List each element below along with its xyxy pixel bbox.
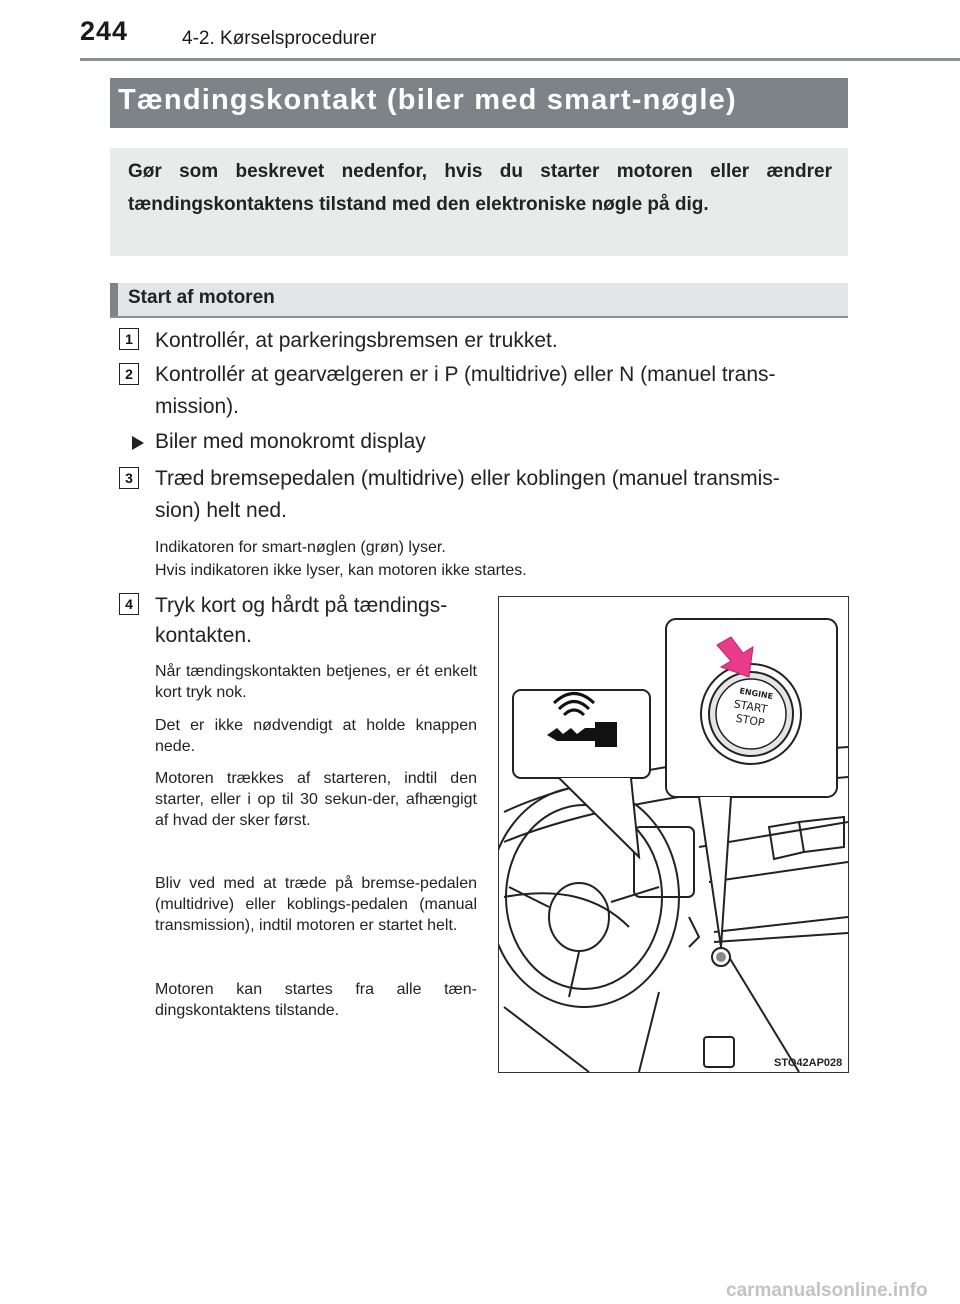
step-3-note-1: Indikatoren for smart-nøglen (grøn) lyser.: [155, 539, 446, 556]
header-divider: [80, 58, 960, 61]
subsection-accent: [110, 283, 118, 317]
watermark: carmanualsonline.info: [726, 1280, 928, 1301]
dashboard-drawing: [499, 597, 848, 1072]
step-3-badge: 3: [119, 467, 139, 489]
bullet-text: Biler med monokromt display: [155, 430, 426, 453]
page-title: Tændingskontakt (biler med smart-nøgle): [118, 84, 737, 116]
subsection-divider: [110, 316, 848, 318]
step-4-note-5: Motoren kan startes fra alle tæn-dingskontaktens tilstande.: [155, 981, 477, 1019]
step-1-badge: 1: [119, 328, 139, 350]
arrow-bullet-icon: [132, 436, 144, 450]
step-4-line-2: kontakten.: [155, 624, 252, 647]
button-label-engine: ENGINE: [738, 686, 774, 702]
button-label-start: START: [732, 697, 769, 717]
intro-text: Gør som beskrevet nedenfor, hvis du starter motoren eller ændrer tændingskontaktens tilstand med den elektroniske nøgle på dig.: [128, 161, 832, 215]
figure-code: STO42AP028: [774, 1057, 843, 1069]
step-3-line-1: Træd bremsepedalen (multidrive) eller koblingen (manuel transmis-: [155, 467, 780, 490]
step-4-note-2: Det er ikke nødvendigt at holde knappen nede.: [155, 717, 477, 755]
page-number: 244: [80, 16, 129, 46]
engine-start-stop-button-icon: [701, 664, 801, 764]
step-1-text: Kontrollér, at parkeringsbremsen er trukket.: [155, 329, 558, 352]
section-label: 4-2. Kørselsprocedurer: [182, 28, 377, 49]
button-label-stop: STOP: [734, 711, 766, 730]
step-4-note-4: Bliv ved med at træde på bremse-pedalen (multidrive) eller koblings-pedalen (manual transmission), indtil motoren er startet helt.: [155, 875, 477, 934]
dashboard-illustration: [498, 596, 849, 1073]
step-4-note-1: Når tændingskontakten betjenes, er ét enkelt kort tryk nok.: [155, 663, 477, 701]
subsection-title: Start af motoren: [128, 287, 275, 308]
step-4-badge: 4: [119, 593, 139, 615]
step-2-badge: 2: [119, 363, 139, 385]
step-2-line-1: Kontrollér at gearvælgeren er i P (multidrive) eller N (manuel trans-: [155, 363, 776, 386]
step-3-note-2: Hvis indikatoren ikke lyser, kan motoren ikke startes.: [155, 562, 527, 579]
step-3-line-2: sion) helt ned.: [155, 499, 287, 522]
step-4-note-3: Motoren trækkes af starteren, indtil den starter, eller i op til 30 sekun-der, afhængigt af hvad der sker først.: [155, 770, 477, 829]
step-4-line-1: Tryk kort og hårdt på tændings-: [155, 594, 448, 617]
step-2-line-2: mission).: [155, 395, 240, 418]
